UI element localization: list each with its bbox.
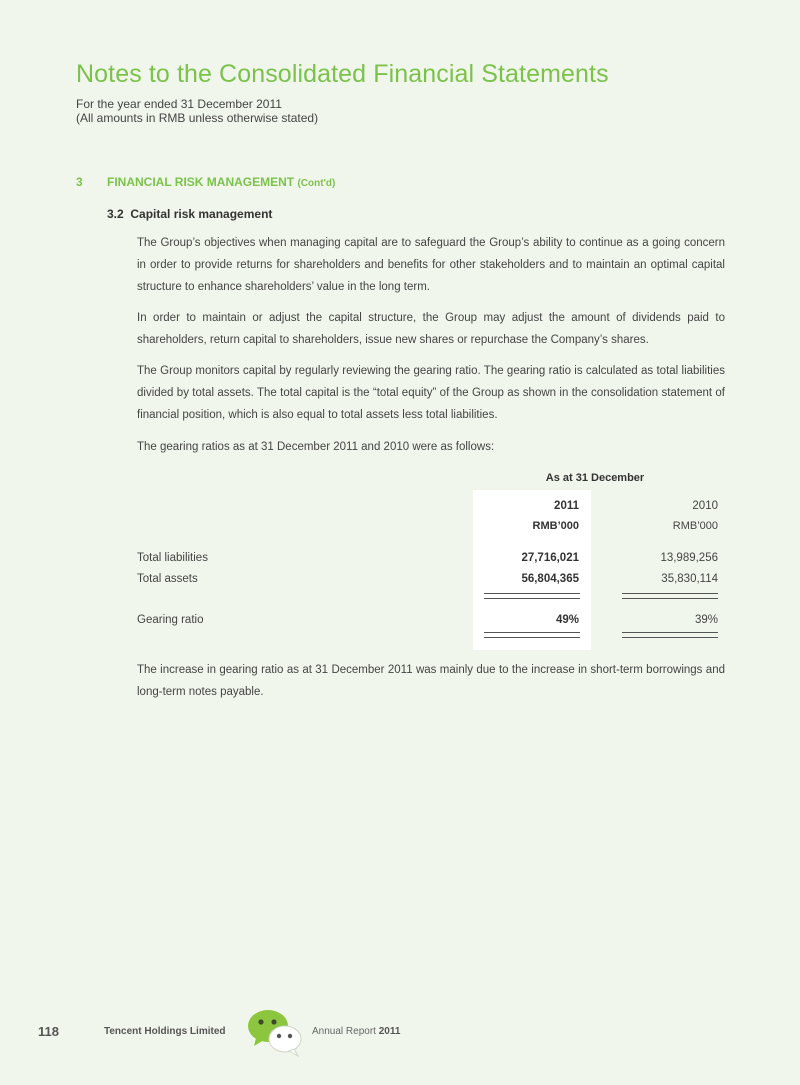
table-cell-2011: 56,804,365 bbox=[521, 573, 579, 585]
paragraph-adjust-capital: In order to maintain or adjust the capital structure, the Group may adjust the amount of dividends paid to shareholders, return capital to shareholders, issue new shares or repurchase the Company’s shares. bbox=[137, 312, 725, 346]
table-cell-2011: 49% bbox=[555, 614, 579, 626]
table-col-2011-unit: RMB’000 bbox=[532, 520, 579, 532]
double-rule bbox=[622, 632, 718, 638]
footer-report-label: Annual Report bbox=[312, 1026, 376, 1037]
paragraph-gearing-intro: The gearing ratios as at 31 December 2011 and 2010 were as follows: bbox=[137, 441, 495, 453]
table-highlight-column bbox=[473, 490, 591, 650]
page-subtitle-period: For the year ended 31 December 2011 bbox=[76, 97, 282, 111]
section-number: 3 bbox=[76, 175, 83, 189]
wechat-logo-icon bbox=[244, 1005, 306, 1066]
double-rule bbox=[484, 632, 580, 638]
footer-page-number: 118 bbox=[38, 1024, 59, 1039]
table-col-2010-unit: RMB’000 bbox=[672, 520, 718, 532]
footer-company: Tencent Holdings Limited bbox=[104, 1026, 226, 1037]
table-cell-2010: 35,830,114 bbox=[661, 573, 718, 585]
double-rule bbox=[484, 593, 580, 599]
table-row-label: Gearing ratio bbox=[137, 614, 204, 626]
page-subtitle-currency: (All amounts in RMB unless otherwise stated) bbox=[76, 111, 319, 125]
table-row-label: Total liabilities bbox=[137, 552, 208, 564]
table-col-2011-year: 2011 bbox=[554, 500, 579, 512]
table-row-label: Total assets bbox=[137, 573, 198, 585]
subsection-title: 3.2 Capital risk management bbox=[107, 207, 273, 221]
section-title-text: FINANCIAL RISK MANAGEMENT bbox=[107, 175, 295, 189]
table-group-header: As at 31 December bbox=[545, 472, 645, 484]
double-rule bbox=[622, 593, 718, 599]
page-title: Notes to the Consolidated Financial Statements bbox=[76, 60, 609, 88]
footer-report bbox=[312, 1026, 400, 1037]
section-title bbox=[107, 175, 335, 189]
section-title-contd: (Cont'd) bbox=[297, 178, 336, 189]
paragraph-gearing-ratio: The Group monitors capital by regularly reviewing the gearing ratio. The gearing ratio is calculated as total liabilities divided by total assets. The total capital is the “total equity” of the Group as shown in the consolidation statement of financial position, which is also equal to total assets less total liabilities. bbox=[137, 365, 725, 421]
table-col-2010-year: 2010 bbox=[692, 500, 718, 512]
paragraph-conclusion: The increase in gearing ratio as at 31 December 2011 was mainly due to the increase in short-term borrowings and long-term notes payable. bbox=[137, 664, 725, 698]
table-cell-2010: 39% bbox=[694, 614, 718, 626]
table-cell-2010: 13,989,256 bbox=[660, 552, 718, 564]
paragraph-objectives: The Group’s objectives when managing capital are to safeguard the Group’s ability to continue as a going concern in order to provide returns for shareholders and benefits for other stakeholders and to maintain an optimal capital structure to enhance shareholders’ value in the long term. bbox=[137, 237, 725, 293]
footer-report-year: 2011 bbox=[378, 1026, 401, 1037]
table-cell-2011: 27,716,021 bbox=[521, 552, 579, 564]
